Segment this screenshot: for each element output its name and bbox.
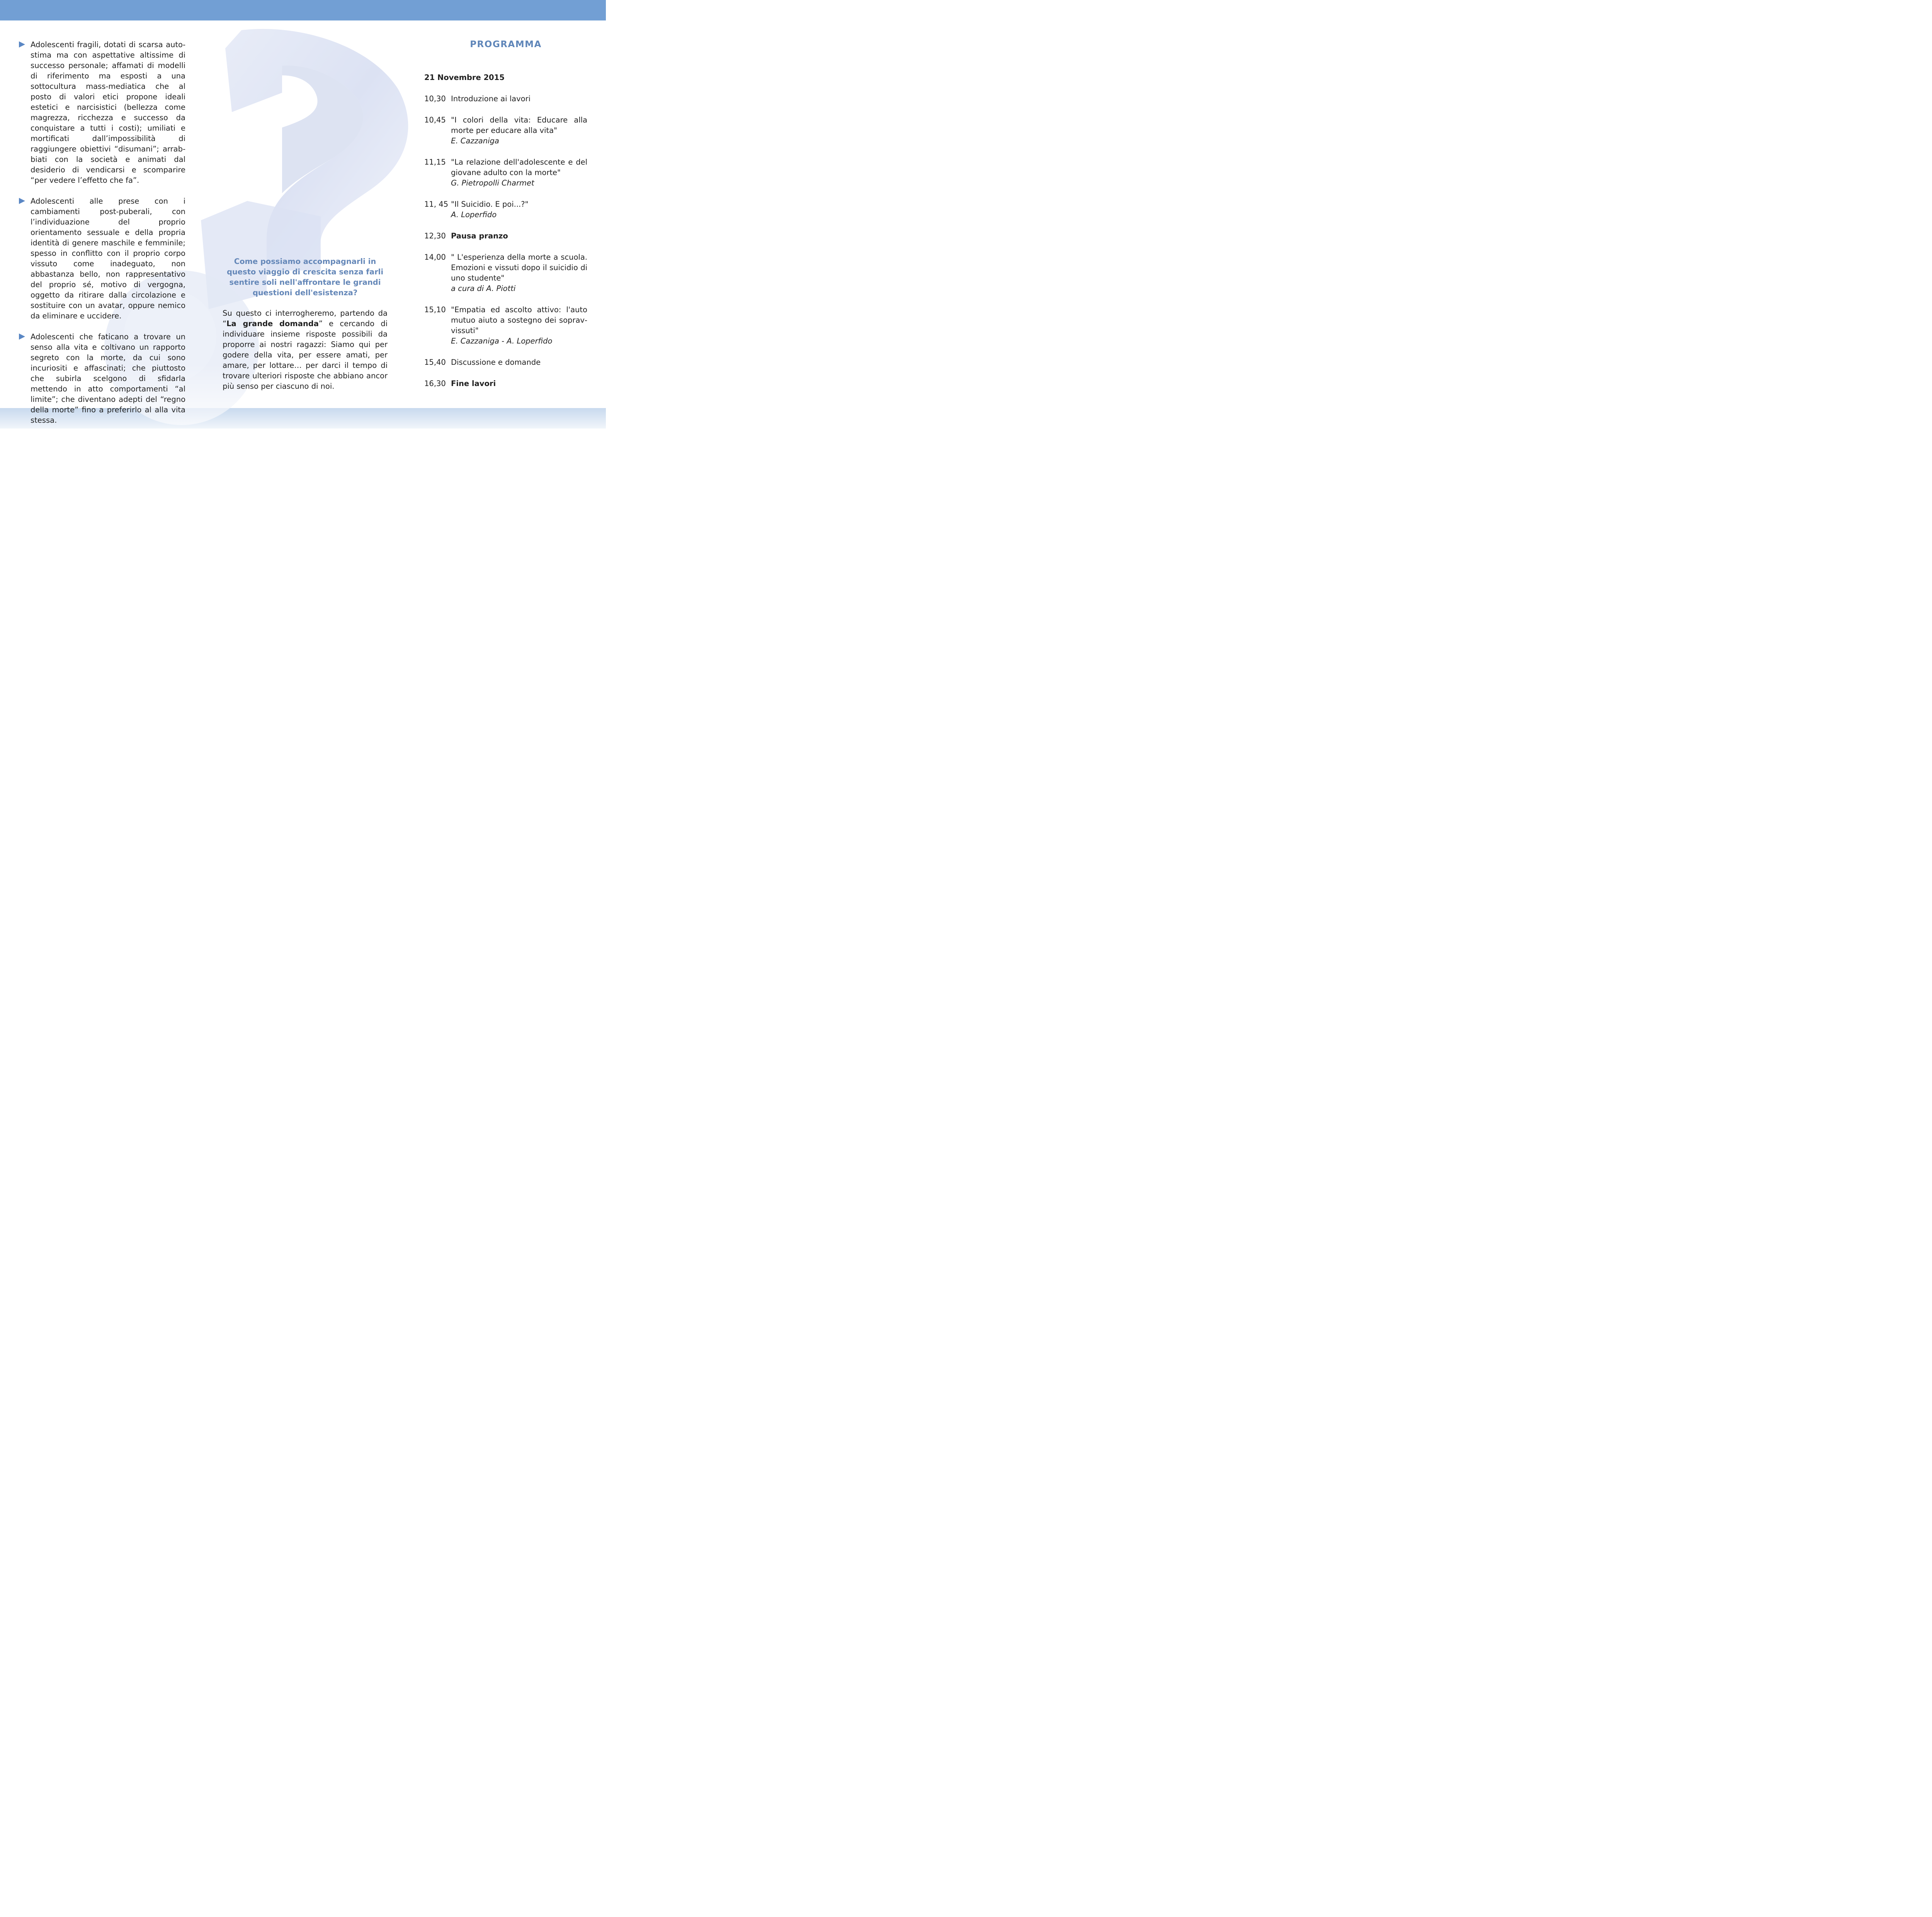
item-time: 12,30 — [424, 231, 446, 240]
item-title: Discussione e domande — [451, 358, 541, 367]
left-column — [19, 39, 185, 436]
item-title: "I colori della vita: Educare alla morte per educare alla vita" — [451, 116, 587, 135]
programme-item — [424, 94, 587, 104]
middle-column — [223, 256, 388, 391]
bullet-text: Adolescenti fragili, dotati di scarsa autostima ma con aspettative altissime di successo personale; affamati di modelli di riferimento ma esposti a una sottocultura mass-mediatica che al posto di valori etici propone ideali estetici e narcisistici (bellezza come magrezza, ricchezza e successo da conquistare a tutti i costi); umiliati e mortificati dall’impossibilità di raggiungere obiettivi “disumani”; arrabbiati con la società e animati dal desiderio di vendicarsi e scomparire “per vedere l’effetto che fa”. — [31, 40, 185, 185]
item-title: Introduzione ai lavori — [451, 94, 531, 103]
programme-item — [424, 378, 587, 389]
bullet-paragraph-1 — [19, 39, 185, 185]
item-speaker: A. Loperfido — [451, 210, 497, 219]
item-speaker: G. Pietropolli Charmet — [451, 179, 534, 187]
paragraph-text-end: ” e cercando di individuare insieme risposte possibili da proporre ai nostri ragazzi: Siamo qui per godere della vita, per essere amati, per amare, per lottare… per darci il tempo di trovare ulteriori risposte che abbiano ancor più senso per ciascuno di noi. — [223, 319, 388, 391]
item-title: "La relazione dell'adolescente e del giovane adulto con la morte" — [451, 158, 587, 177]
item-title: "Il Suicidio. E poi...?" — [451, 200, 529, 209]
paragraph-text-start: Su questo ci interrogheremo, partendo da “ — [223, 309, 388, 328]
triangle-bullet-icon — [19, 41, 25, 48]
item-time: 15,10 — [424, 305, 446, 314]
item-time: 11,15 — [424, 158, 446, 167]
programme-date: 21 Novembre 2015 — [424, 73, 505, 82]
item-speaker: E. Cazzaniga — [451, 136, 499, 145]
triangle-bullet-icon — [19, 333, 25, 340]
item-title: "Empatia ed ascolto attivo: l'auto mutuo aiuto a sostegno dei sopravvissuti" — [451, 305, 587, 335]
item-speaker: E. Cazzaniga - A. Loperfido — [451, 337, 553, 345]
bullet-paragraph-3 — [19, 332, 185, 425]
bullet-text: Adolescenti alle prese con i cambiamenti post-puberali, con l’individuazione del proprio orientamento sessuale e della propria identità di genere maschile e femminile; spesso in conflitto con il proprio corpo vissuto come inadeguato, non abbastanza bello, non rappresentativo del proprio sé, motivo di vergogna, oggetto da ritirare dalla circolazione e sostituire con un avatar, oppure nemico da eliminare e uccidere. — [31, 197, 185, 320]
item-title: Fine lavori — [451, 379, 496, 388]
programme-item — [424, 157, 587, 188]
bullet-paragraph-2 — [19, 196, 185, 321]
programme-item — [424, 252, 587, 294]
item-title: " L'esperienza della morte a scuola. Emozioni e vissuti dopo il suicidio di uno studente" — [451, 253, 587, 282]
item-time: 16,30 — [424, 379, 446, 388]
programme-item — [424, 357, 587, 367]
paragraph-bold-title: La grande domanda — [226, 319, 319, 328]
item-time: 10,45 — [424, 116, 446, 124]
central-question: Come possiamo accompagnarli in questo viaggio di crescita senza farli sentire soli nell'affrontare le grandi questioni dell'esistenza? — [226, 257, 384, 297]
programme-item — [424, 115, 587, 146]
item-time: 15,40 — [424, 358, 446, 367]
programme-item — [424, 199, 587, 220]
item-time: 14,00 — [424, 253, 446, 262]
closing-paragraph — [223, 308, 388, 391]
item-time: 11, 45 — [424, 200, 449, 209]
programme-item — [424, 231, 587, 241]
programme-column — [424, 38, 587, 400]
triangle-bullet-icon — [19, 198, 25, 204]
item-speaker: a cura di A. Piotti — [451, 284, 516, 293]
item-time: 10,30 — [424, 94, 446, 103]
item-title: Pausa pranzo — [451, 231, 508, 240]
bullet-text: Adolescenti che faticano a trovare un senso alla vita e coltivano un rapporto segreto con la morte, da cui sono incuriositi e affascinati; che piuttosto che subirla scelgono di sfidarla mettendo in atto comportamenti “al limite”; che diventano adepti del “regno della morte” fino a preferirlo al alla vita stessa. — [31, 332, 185, 425]
programme-item — [424, 304, 587, 346]
programme-title: PROGRAMMA — [470, 39, 542, 49]
